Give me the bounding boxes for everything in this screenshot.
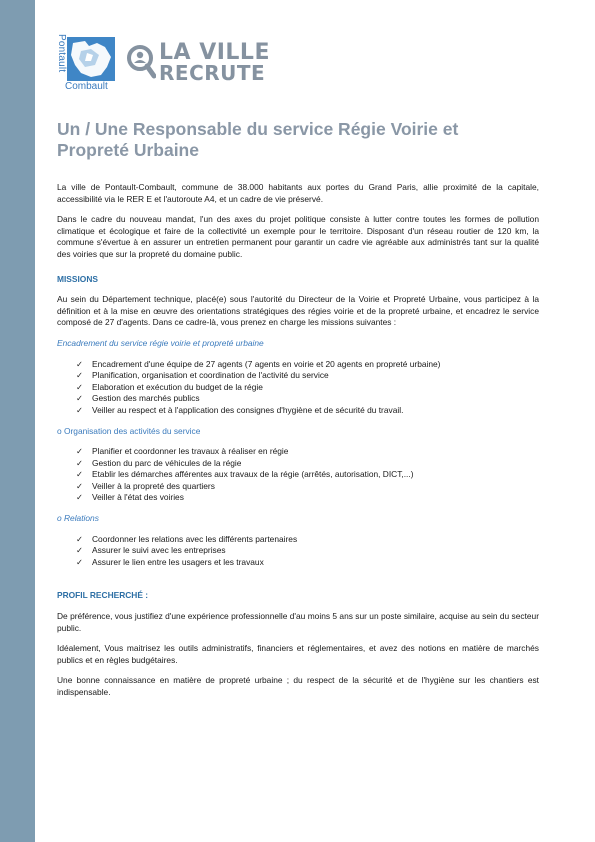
missions-heading: MISSIONS — [57, 273, 98, 284]
logo-line-2: RECRUTE — [159, 61, 266, 85]
job-title: Un / Une Responsable du service Régie Voirie et Propreté Urbaine — [57, 119, 459, 160]
list-item: ✓ Planifier et coordonner les travaux à réaliser en régie — [76, 446, 289, 457]
list-item: ✓ Veiller au respect et à l'application des consignes d'hygiène et de sécurité du travail. — [76, 404, 404, 415]
intro-paragraph-1: La ville de Pontault-Combault, commune de 38.000 habitants aux portes du Grand Paris, allie proximité de la capitale, accessibilité via le RER E et l'autoroute A4, et un cadre de vie préservé. — [57, 182, 539, 204]
check-icon: ✓ — [76, 492, 84, 503]
profile-paragraph-2: Idéalement, Vous maitrisez les outils administratifs, financiers et réglementaires, et avez des notions en matière de marchés publics et en règles budgétaires. — [57, 643, 539, 665]
check-icon: ✓ — [76, 358, 84, 369]
check-icon: ✓ — [76, 533, 84, 544]
profile-paragraph-1: De préférence, vous justifiez d'une expérience professionnelle d'au moins 5 ans sur un poste similaire, acquise au sein du secteur public. — [57, 611, 539, 633]
mission-group-title: Encadrement du service régie voirie et propreté urbaine — [57, 337, 264, 348]
list-item: ✓ Gestion du parc de véhicules de la régie — [76, 457, 242, 468]
logo-city-name-horizontal: Combault — [65, 81, 108, 92]
check-icon: ✓ — [76, 370, 84, 381]
check-icon: ✓ — [76, 404, 84, 415]
la-ville-recrute-logo — [126, 40, 286, 90]
check-icon: ✓ — [76, 457, 84, 468]
list-item: ✓ Elaboration et exécution du budget de la régie — [76, 381, 263, 392]
job-description — [57, 182, 539, 699]
list-item: ✓ Encadrement d'une équipe de 27 agents (7 agents en voirie et 20 agents en propreté urbaine) — [76, 358, 441, 369]
intro-paragraph-2: Dans le cadre du nouveau mandat, l'un des axes du projet politique consiste à lutter contre toutes les formes de pollution climatique et écologique et faire de la collectivité un exemple pour le territoire. Disposant d'un réseau routier de 120 km, la commune s'évertue à en assurer un entretien permanent pour garantir un cadre vie agréable aux administrés tant sur la qualité des voiries que sur la propreté du domaine public. — [57, 214, 539, 259]
check-icon: ✓ — [76, 381, 84, 392]
mission-list-2 — [57, 446, 539, 504]
list-item: ✓ Coordonner les relations avec les différents partenaires — [76, 533, 298, 544]
mission-group-title: o Organisation des activités du service — [57, 425, 201, 436]
list-item: ✓ Assurer le suivi avec les entreprises — [76, 545, 226, 556]
list-item: ✓ Etablir les démarches afférentes aux travaux de la régie (arrêtés, autorisation, DICT,...) — [76, 469, 414, 480]
check-icon: ✓ — [76, 480, 84, 491]
list-item: ✓ Planification, organisation et coordination de l'activité du service — [76, 370, 329, 381]
logo-line-1: LA VILLE — [159, 40, 270, 65]
city-map-icon — [67, 37, 115, 81]
mission-group-title: o Relations — [57, 513, 99, 524]
logo-city-name-vertical: Pontault — [56, 34, 67, 73]
check-icon: ✓ — [76, 446, 84, 457]
profile-paragraph-3: Une bonne connaissance en matière de propreté urbaine ; du respect de la sécurité et de l'hygiène sur les chantiers est indispensable. — [57, 675, 539, 697]
check-icon: ✓ — [76, 545, 84, 556]
check-icon: ✓ — [76, 393, 84, 404]
pontault-combault-logo — [55, 34, 117, 94]
list-item: ✓ Veiller à la propreté des quartiers — [76, 480, 215, 491]
missions-intro: Au sein du Département technique, placé(e) sous l'autorité du Directeur de la Voirie et Propreté Urbaine, vous participez à la définition et à la mise en œuvre des orientations stratégiques des régies voirie et de la propreté urbaine, et encadrez le service composé de 27 d'agents. Dans ce cadre-là, vous prenez en charge les missions suivantes : — [57, 294, 539, 328]
check-icon: ✓ — [76, 556, 84, 567]
list-item: ✓ Assurer le lien entre les usagers et les travaux — [76, 556, 264, 567]
list-item: ✓ Veiller à l'état des voiries — [76, 492, 184, 503]
mission-list-1 — [57, 359, 539, 417]
profile-heading: PROFIL RECHERCHÉ : — [57, 590, 149, 601]
mission-list-3 — [57, 534, 539, 569]
check-icon: ✓ — [76, 469, 84, 480]
recruit-magnifier-icon — [126, 44, 156, 80]
left-color-band — [0, 0, 35, 842]
list-item: ✓ Gestion des marchés publics — [76, 393, 200, 404]
